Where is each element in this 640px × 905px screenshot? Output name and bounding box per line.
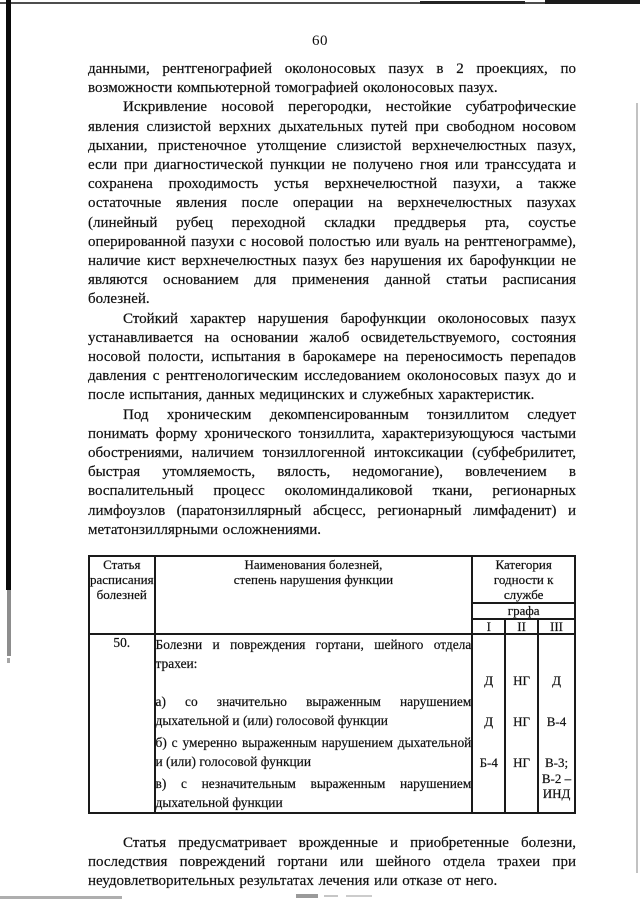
scan-mark-bottom-dash-3 [346, 895, 372, 897]
disease-item-b: б) с умеренно выраженным нарушением дыхательной и (или) голосовой функции [155, 735, 472, 770]
header-name-line-1: Наименования болезней, [244, 557, 383, 573]
disease-item-a: а) со значительно выраженным нарушением дыхательной и (или) голосовой функции [155, 694, 472, 729]
category-column-2-cell [505, 634, 538, 813]
paragraph-article-summary: Статья предусматривает врожденные и приобретенные болезни, последствия повреждений гортани или шейного отдела трахеи при неудовлетворительных результатах лечения или отказе от него. [88, 835, 576, 890]
header-cell-article-column: Статья расписания болезней [89, 556, 155, 634]
scan-mark-bottom-dash-2 [324, 895, 338, 897]
scan-edge-left-tick [7, 658, 10, 663]
disease-description-cell [155, 634, 473, 813]
disease-schedule-table [88, 555, 576, 814]
category-2-item-b: НГ [513, 714, 531, 730]
header-cell-grafa-2: II [505, 619, 538, 634]
table-body-row-article-50 [89, 634, 575, 813]
category-1-item-v: Б-4 [479, 755, 498, 771]
header-category-line-1: Категория [495, 557, 552, 573]
category-3-item-a: Д [552, 673, 561, 689]
table-header-row-1 [89, 556, 575, 603]
header-cell-fitness-category [472, 556, 575, 603]
category-2-spacer [506, 635, 537, 673]
scan-mark-bottom-dash-1 [296, 894, 318, 898]
header-category-line-2: годности к службе [493, 572, 554, 603]
scan-edge-top-corner-segment [545, 0, 640, 4]
disease-heading: Болезни и повреждения гортани, шейного отдела трахеи: [155, 637, 472, 672]
scan-edge-left-gray-bar [7, 590, 11, 656]
paragraph-tonsillitis: Под хроническим декомпенсированным тонзиллитом следует понимать форму хронического тонзиллита, характеризующуюся частыми обострениями, наличием тонзиллогенной интоксикации (субфебрилитет, быстрая утомляемость, вялость, недомогание), вовлечением в воспалительный процесс околоминдаликовой ткани, регионарных лимфоузлов (паратонзиллярный абсцесс, регионарный лимфаденит) и метатонзиллярными осложнениями. [88, 406, 576, 538]
page-number: 60 [312, 33, 328, 49]
scan-edge-top-dark-segment [420, 1, 525, 4]
header-cell-grafa-3: III [538, 619, 575, 634]
article-number-cell: 50. [89, 634, 155, 813]
scan-edge-left-black-bar [6, 0, 11, 590]
category-2-item-a: НГ [513, 673, 531, 689]
category-1-item-a: Д [484, 673, 494, 689]
scan-edge-top-line [0, 2, 640, 4]
paragraph-barofunction: Стойкий характер нарушения барофункции околоносовых пазух устанавливается на основании жалоб освидетельствуемого, состояния носовой полости, испытания в барокамере на переносимость перепадов давления с рентгенологическим исследованием околоносовых пазух до и после испытания, данных медицинских и служебных характеристик. [88, 310, 576, 404]
paragraph-nasal-septum: Искривление носовой перегородки, нестойкие субатрофические явления слизистой верхних дыхательных путей при свободном носовом дыхании, пристеночное утолщение слизистой верхнечелюстных пазух, если при диагностической пункции не получено гноя или транссудата и сохранена проходимость устья верхнечелюстной пазухи, а также остаточные явления после операции на верхнечелюстных пазухах (линейный рубец переходной складки преддверья рта, соустье оперированной пазухи с носовой полостью или вуаль на рентгенограмме), наличие кист верхнечелюстных пазух без нарушения их барофункции не являются основанием для применения данной статьи расписания болезней. [88, 99, 576, 308]
header-cell-grafa: графа [472, 603, 575, 619]
header-cell-grafa-1: I [472, 619, 505, 634]
scan-mark-bottom-left-line [0, 896, 122, 899]
header-cell-disease-name-column [155, 556, 473, 634]
page-content [88, 60, 576, 892]
category-1-spacer [473, 635, 504, 673]
category-2-item-v: НГ [513, 755, 531, 771]
category-3-item-v: В-3; В-2 – ИНД [541, 755, 572, 802]
header-name-line-2: степень нарушения функции [233, 572, 394, 588]
category-3-spacer [539, 635, 574, 673]
category-column-3-cell [538, 634, 575, 813]
paragraph-continuation: данными, рентгенографией околоносовых пазух в 2 проекциях, по возможности компьютерной томографией околоносовых пазух. [88, 61, 576, 97]
category-1-item-b: Д [484, 714, 494, 730]
disease-item-v: в) с незначительным выраженным нарушением дыхательной функции [155, 776, 472, 811]
scan-edge-right-line [636, 103, 638, 873]
category-column-1-cell [472, 634, 505, 813]
category-3-item-b: В-4 [546, 714, 567, 730]
